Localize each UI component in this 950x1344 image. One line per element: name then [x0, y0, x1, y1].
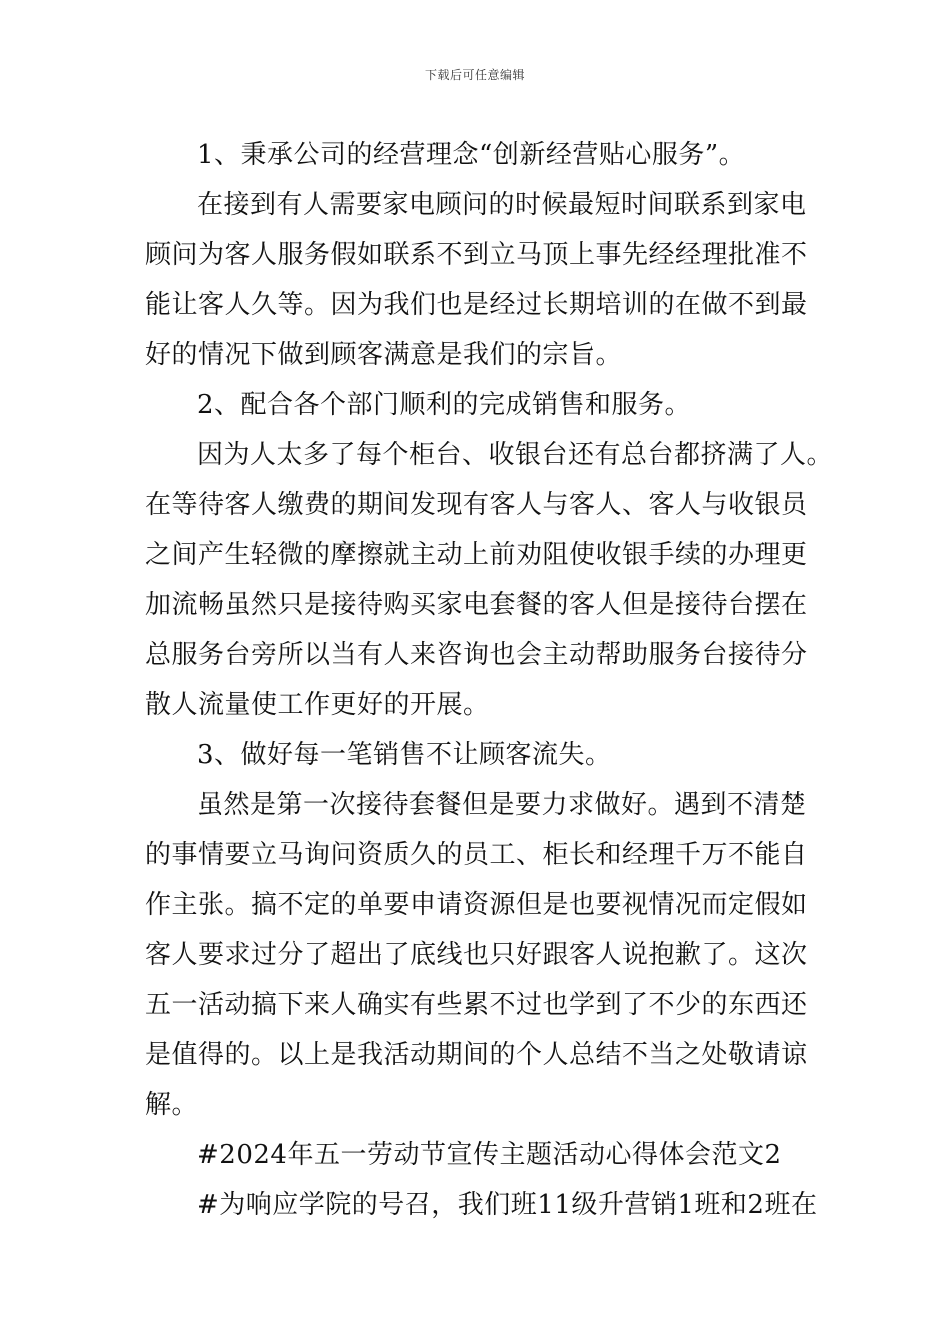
text-line: 因为人太多了每个柜台、收银台还有总台都挤满了人。 — [197, 440, 834, 470]
text-line: 散人流量使工作更好的开展。 — [145, 690, 490, 720]
text-line: #为响应学院的号召，我们班11级升营销1班和2班在 — [197, 1190, 818, 1220]
text-line: 1、秉承公司的经营理念“创新经营贴心服务”。 — [197, 140, 746, 170]
paragraph-principle-heading — [145, 130, 810, 180]
text-line: 能让客人久等。因为我们也是经过长期培训的在做不到最 — [145, 290, 808, 320]
text-line: 在接到有人需要家电顾问的时候最短时间联系到家电 — [197, 190, 807, 220]
text-line: 加流畅虽然只是接待购买家电套餐的客人但是接待台摆在 — [145, 590, 808, 620]
text-line: 五一活动搞下来人确实有些累不过也学到了不少的东西还 — [145, 990, 808, 1020]
header-note: 下载后可任意编辑 — [424, 68, 525, 82]
section-title — [145, 1130, 810, 1180]
text-line: 3、做好每一笔销售不让顾客流失。 — [197, 740, 612, 770]
paragraph-principle-body — [145, 180, 810, 380]
paragraph-cooperation-heading — [145, 380, 810, 430]
text-line: 好的情况下做到顾客满意是我们的宗旨。 — [145, 340, 623, 370]
paragraph-sales-heading — [145, 730, 810, 780]
text-line: 虽然是第一次接待套餐但是要力求做好。遇到不清楚 — [197, 790, 807, 820]
paragraph-sales-body — [145, 780, 810, 1130]
paragraph-next-intro — [145, 1180, 818, 1230]
text-line: 顾问为客人服务假如联系不到立马顶上事先经经理批准不 — [145, 240, 808, 270]
text-line: 作主张。搞不定的单要申请资源但是也要视情况而定假如 — [145, 890, 808, 920]
paragraph-cooperation-body — [145, 430, 834, 730]
text-line: 解。 — [145, 1090, 199, 1120]
text-line: #2024年五一劳动节宣传主题活动心得体会范文2 — [197, 1140, 782, 1170]
text-line: 总服务台旁所以当有人来咨询也会主动帮助服务台接待分 — [145, 640, 808, 670]
text-line: 客人要求过分了超出了底线也只好跟客人说抱歉了。这次 — [145, 940, 808, 970]
text-line: 是值得的。以上是我活动期间的个人总结不当之处敬请谅 — [145, 1040, 808, 1070]
text-line: 的事情要立马询问资质久的员工、柜长和经理千万不能自 — [145, 840, 808, 870]
text-line: 2、配合各个部门顺利的完成销售和服务。 — [197, 390, 692, 420]
text-line: 在等待客人缴费的期间发现有客人与客人、客人与收银员 — [145, 490, 808, 520]
document-body — [145, 130, 834, 1230]
text-line: 之间产生轻微的摩擦就主动上前劝阻使收银手续的办理更 — [145, 540, 808, 570]
